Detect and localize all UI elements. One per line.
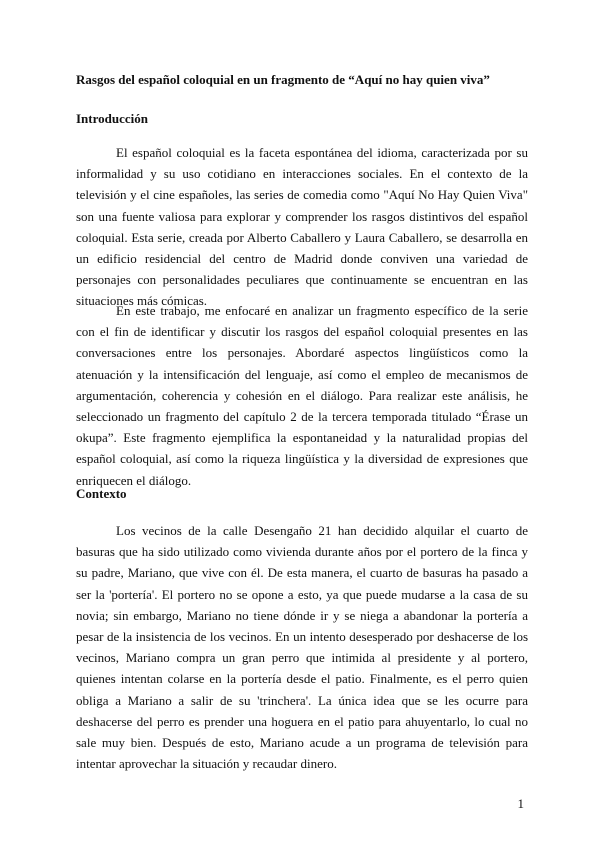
- section-heading-introduccion: Introducción: [76, 111, 148, 126]
- page-number: 1: [517, 796, 524, 811]
- paragraph-contexto-1: Los vecinos de la calle Desengaño 21 han decidido alquilar el cuarto de basuras que ha sido utilizado como vivienda durante años por el portero de la finca y su padre, Mariano, que vive con él. De esta manera, el cuarto de basuras ha pasado a ser la 'portería'. El portero no se opone a esto, ya que puede mudarse a la casa de su novia; sin embargo, Mariano no tiene dónde ir y se niega a abandonar la portería a pesar de la insistencia de los vecinos. En un intento desesperado por deshacerse de los vecinos, Mariano compra un gran perro que intimida al presidente y al portero, quienes intentan colarse en la portería desde el patio. Finalmente, es el perro quien obliga a Mariano a salir de su 'trinchera'. La única idea que se les ocurre para deshacerse del perro es prender una hoguera en el patio para ahuyentarlo, lo cual no sale muy bien. Después de esto, Mariano acude a un programa de televisión para intentar aprovechar la situación y recaudar dinero.: [76, 523, 528, 772]
- document-title: Rasgos del español coloquial en un fragmento de “Aquí no hay quien viva”: [76, 72, 490, 87]
- section-heading-contexto: Contexto: [76, 486, 127, 501]
- paragraph-intro-1: El español coloquial es la faceta espontánea del idioma, caracterizada por su informalidad y su uso cotidiano en interacciones sociales. En el contexto de la televisión y el cine españoles, las series de comedia como "Aquí No Hay Quien Viva" son una fuente valiosa para explorar y comprender los rasgos distintivos del español coloquial. Esta serie, creada por Alberto Caballero y Laura Caballero, se desarrolla en un edificio residencial del centro de Madrid donde conviven una variedad de personajes con personalidades peculiares que continuamente se encuentran en las situaciones más cómicas.: [76, 145, 528, 309]
- paragraph-intro-2: En este trabajo, me enfocaré en analizar un fragmento específico de la serie con el fin de identificar y discutir los rasgos del español coloquial presentes en las conversaciones entre los personajes. Abordaré aspectos lingüísticos como la atenuación y la intensificación del lenguaje, así como el empleo de mecanismos de argumentación, coherencia y cohesión en el diálogo. Para realizar este análisis, he seleccionado un fragmento del capítulo 2 de la tercera temporada titulado “Érase un okupa”. Este fragmento ejemplifica la espontaneidad y la naturalidad propias del español coloquial, así como la riqueza lingüística y la diversidad de expresiones que enriquecen el diálogo.: [76, 303, 528, 488]
